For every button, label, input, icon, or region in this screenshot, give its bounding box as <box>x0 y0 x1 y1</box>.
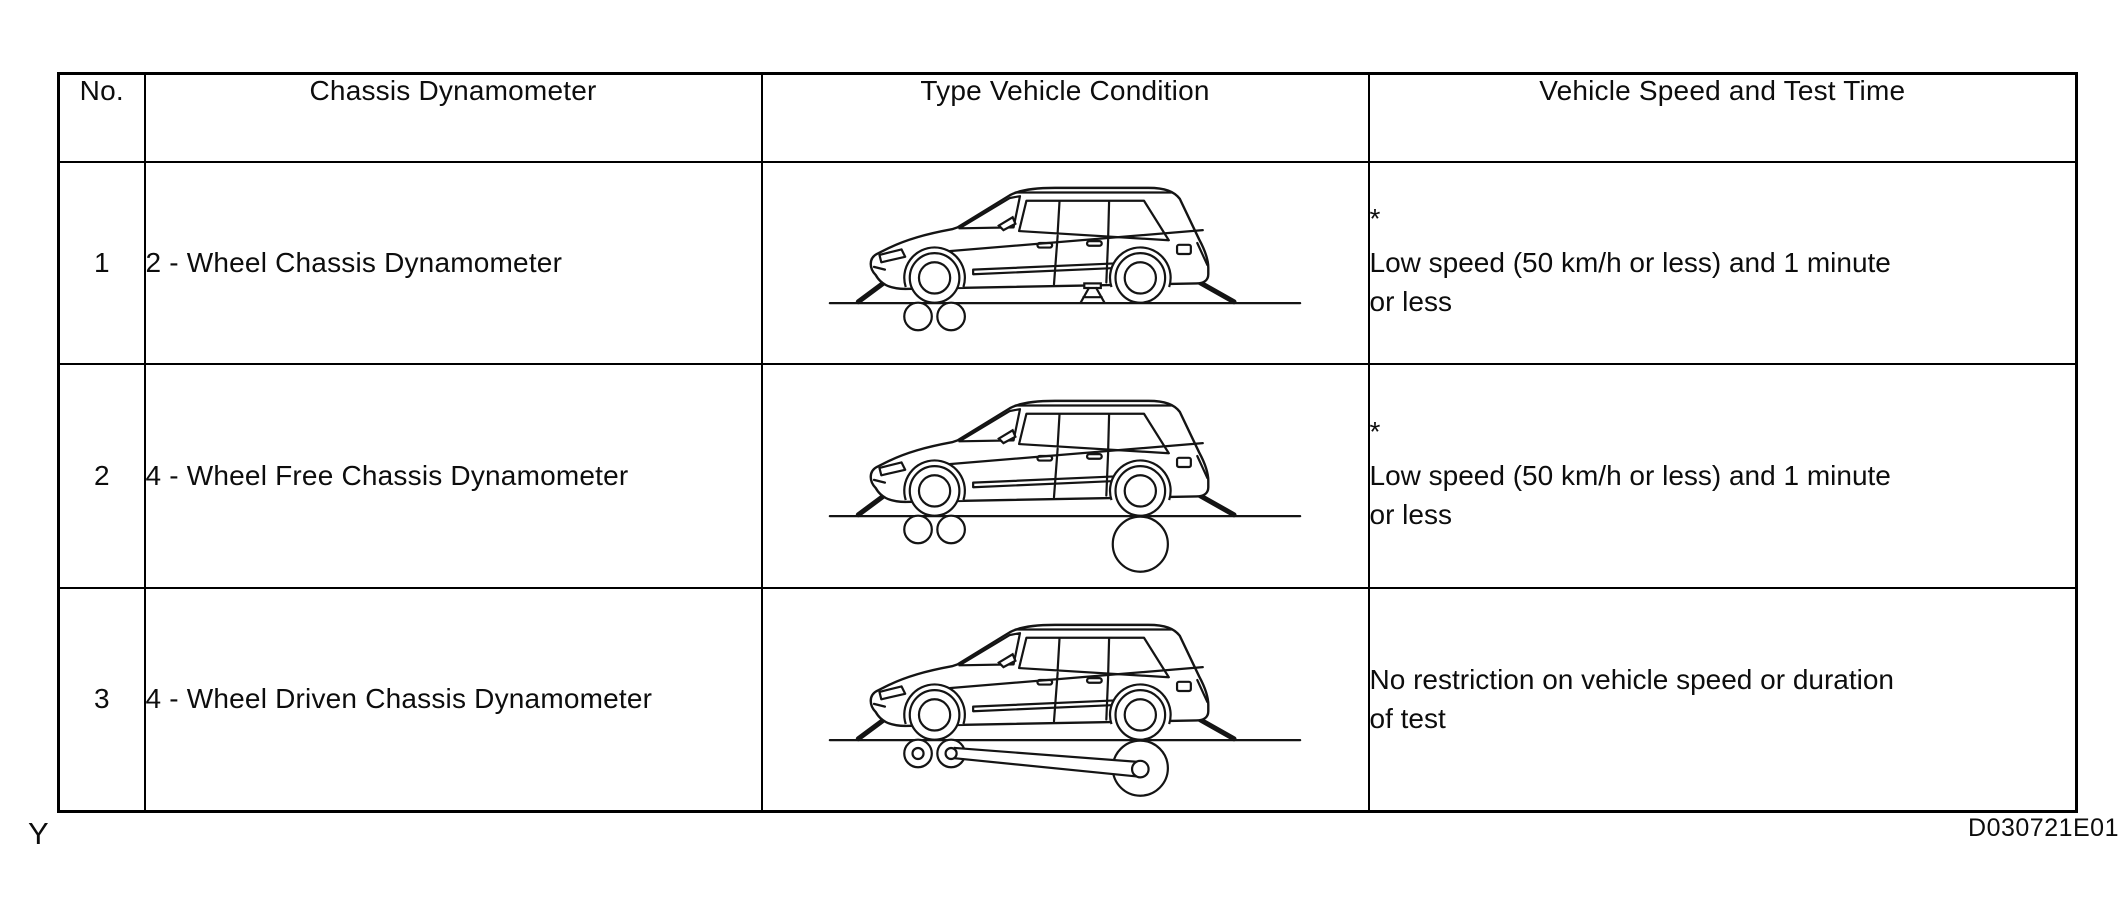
chassis-dynamometer-name: 4 - Wheel Free Chassis Dynamometer <box>145 364 762 588</box>
car-on-2-wheel-dynamometer-illustration <box>817 164 1313 361</box>
table-row <box>59 162 2077 364</box>
speed-text-line: of test <box>1369 703 1446 735</box>
vehicle-condition-cell <box>762 364 1369 588</box>
chassis-dynamometer-name: 2 - Wheel Chassis Dynamometer <box>145 162 762 364</box>
column-header-no: No. <box>59 74 145 162</box>
speed-text-line: Low speed (50 km/h or less) and 1 minute <box>1369 460 1891 491</box>
speed-text-line: Low speed (50 km/h or less) and 1 minute <box>1369 247 1891 278</box>
asterisk-note: * <box>1369 416 1381 447</box>
column-header-vehicle-speed-test-time: Vehicle Speed and Test Time <box>1369 74 2077 162</box>
car-on-4-wheel-driven-dynamometer-illustration <box>817 601 1313 798</box>
chassis-dynamometer-name: 4 - Wheel Driven Chassis Dynamometer <box>145 588 762 812</box>
page-marker-label: Y <box>28 816 49 851</box>
header-row <box>59 74 2077 162</box>
table-row <box>59 588 2077 812</box>
speed-text-line: or less <box>1369 499 1452 530</box>
speed-and-test-time-cell <box>1369 364 2077 588</box>
vehicle-condition-cell <box>762 588 1369 812</box>
row-number: 3 <box>59 588 145 812</box>
car-on-4-wheel-free-dynamometer-illustration <box>817 377 1313 574</box>
asterisk-note: * <box>1369 203 1381 234</box>
row-number: 1 <box>59 162 145 364</box>
figure-code: D030721E01 <box>1968 814 2119 842</box>
vehicle-condition-cell <box>762 162 1369 364</box>
speed-text-line: No restriction on vehicle speed or duration <box>1369 664 1895 696</box>
speed-and-test-time-cell <box>1369 162 2077 364</box>
speed-text-line: or less <box>1369 286 1452 317</box>
speed-and-test-time-cell <box>1369 588 2077 812</box>
dynamometer-spec-table <box>57 72 2078 813</box>
row-number: 2 <box>59 364 145 588</box>
column-header-type-vehicle-condition: Type Vehicle Condition <box>762 74 1369 162</box>
column-header-chassis-dynamometer: Chassis Dynamometer <box>145 74 762 162</box>
table-row <box>59 364 2077 588</box>
